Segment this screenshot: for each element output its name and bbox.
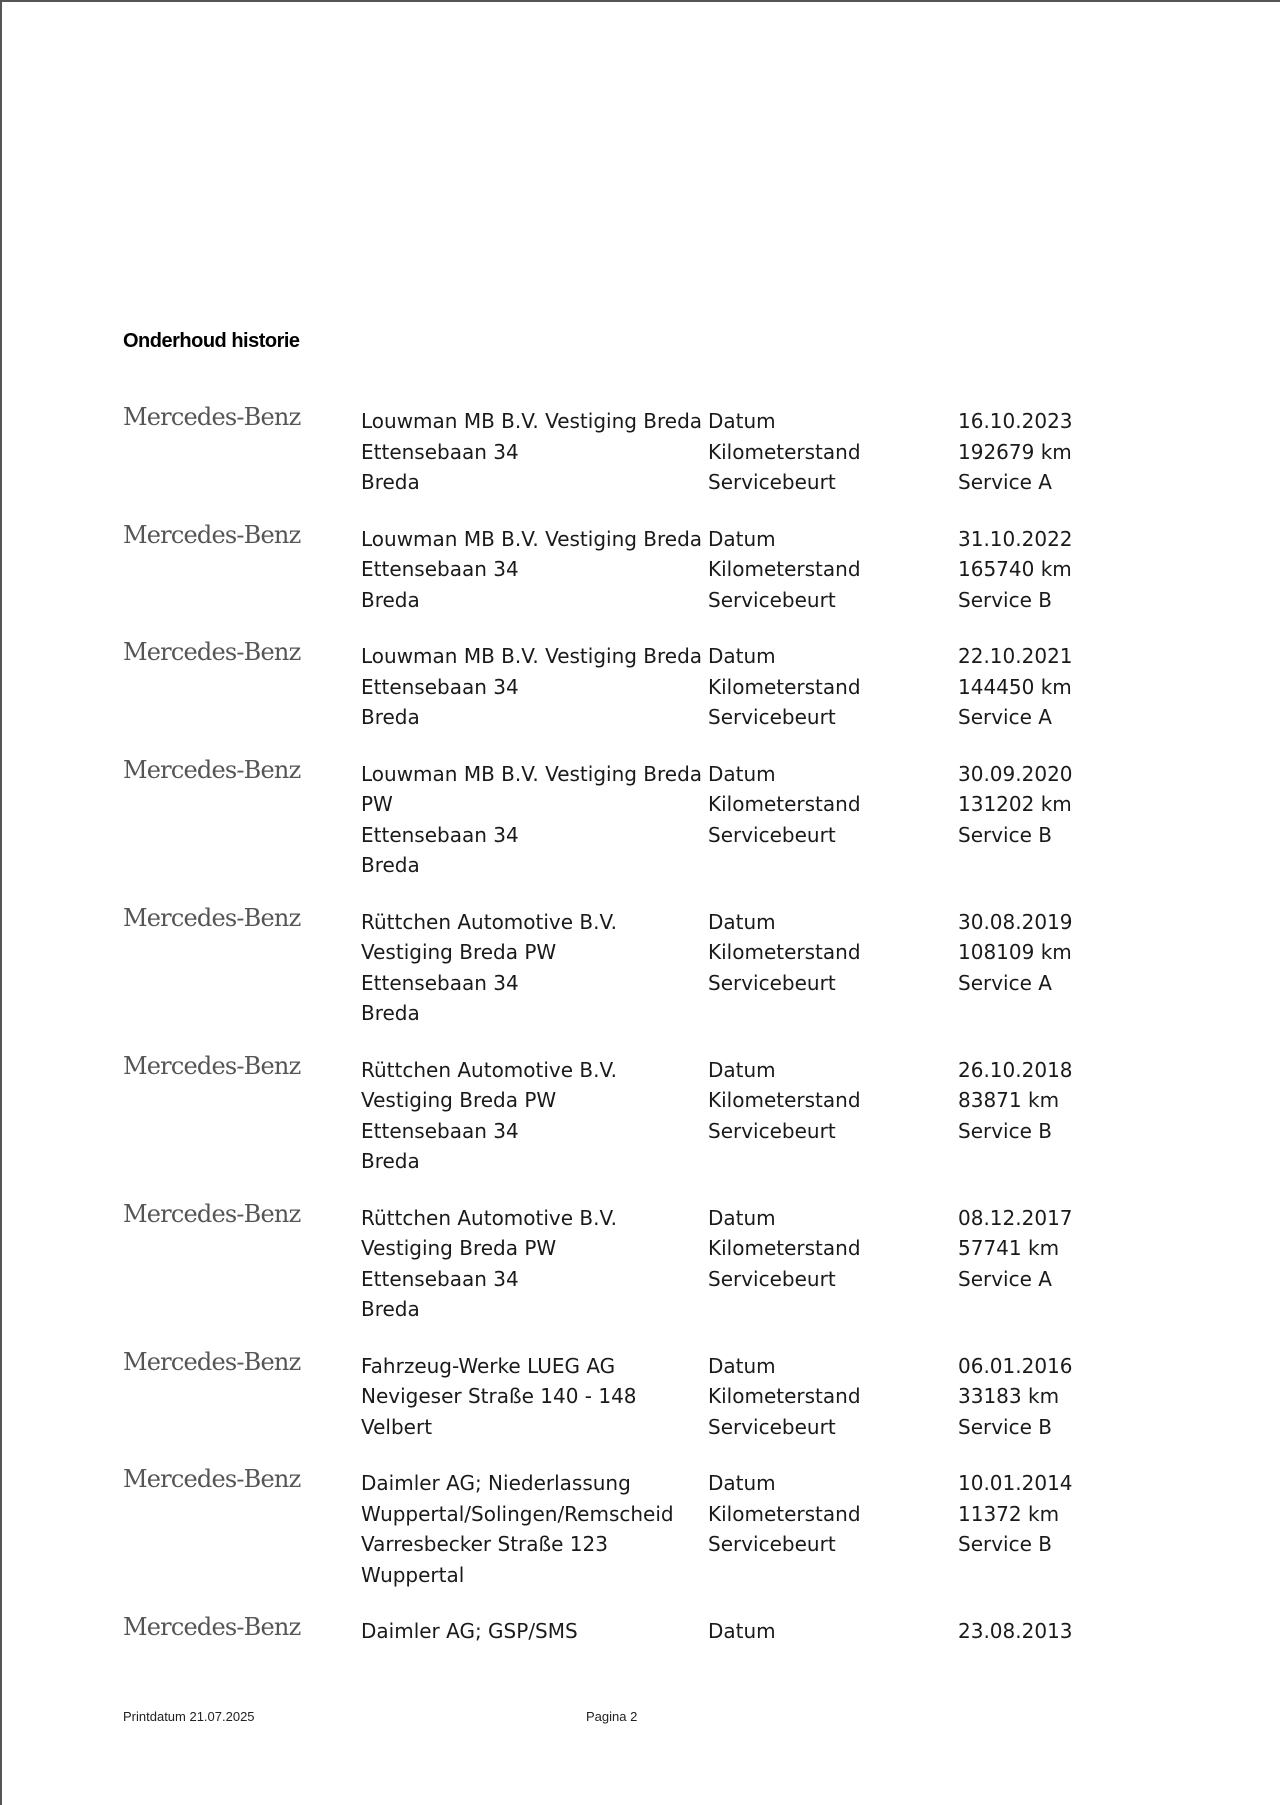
dealer-address (361, 524, 708, 616)
label-kilometerstand: Kilometerstand (708, 940, 861, 964)
brand-logo: Mercedes-Benz (123, 755, 301, 784)
dealer-line: Ettensebaan 34 (361, 674, 519, 699)
dealer-line: Breda (361, 705, 420, 729)
field-values (958, 1203, 1118, 1325)
field-values (958, 524, 1118, 616)
value-date: 22.10.2021 (958, 644, 1073, 668)
brand-logo: Mercedes-Benz (123, 520, 301, 549)
brand-logo: Mercedes-Benz (123, 1347, 301, 1376)
value-date: 26.10.2018 (958, 1057, 1073, 1082)
label-kilometerstand: Kilometerstand (708, 1384, 861, 1408)
dealer-line: Fahrzeug-Werke LUEG AG (361, 1353, 616, 1378)
brand-logo: Mercedes-Benz (123, 638, 301, 666)
dealer-line: Rüttchen Automotive B.V. (361, 909, 617, 934)
page-number: Pagina 2 (586, 1709, 638, 1724)
field-labels (708, 907, 958, 1029)
field-values (958, 1351, 1118, 1443)
label-servicebeurt: Servicebeurt (708, 1414, 836, 1439)
service-entry (123, 1051, 1123, 1177)
dealer-line: Breda (361, 470, 420, 494)
value-service: Service A (958, 1266, 1052, 1291)
dealer-line: Ettensebaan 34 (361, 557, 519, 581)
dealer-address (361, 759, 708, 881)
dealer-address (361, 1616, 708, 1647)
label-servicebeurt: Servicebeurt (708, 587, 836, 612)
value-date: 06.01.2016 (958, 1353, 1073, 1378)
dealer-address (361, 641, 708, 733)
field-values (958, 759, 1118, 881)
service-entry (123, 1347, 1123, 1443)
field-values (958, 1468, 1118, 1590)
dealer-line: Rüttchen Automotive B.V. (361, 1205, 617, 1230)
label-datum: Datum (708, 909, 776, 934)
brand-logo: Mercedes-Benz (123, 1199, 301, 1228)
service-entry (123, 755, 1123, 881)
dealer-line: PW (361, 792, 393, 816)
value-service: Service B (958, 822, 1052, 847)
dealer-line: Breda (361, 1001, 420, 1025)
field-labels (708, 1616, 958, 1647)
label-servicebeurt: Servicebeurt (708, 1266, 836, 1291)
value-service: Service B (958, 587, 1052, 612)
field-labels (708, 759, 958, 881)
dealer-line: Ettensebaan 34 (361, 1118, 519, 1143)
label-kilometerstand: Kilometerstand (708, 1088, 861, 1112)
dealer-line: Wuppertal (361, 1562, 465, 1587)
value-service: Service A (958, 705, 1052, 729)
dealer-line: Ettensebaan 34 (361, 822, 519, 847)
dealer-line: Ettensebaan 34 (361, 970, 519, 995)
value-service: Service A (958, 970, 1052, 995)
dealer-line: Breda (361, 1149, 420, 1173)
service-entry (123, 638, 1123, 733)
label-datum: Datum (708, 644, 776, 668)
dealer-line: Varresbecker Straße 123 (361, 1532, 608, 1556)
brand-logo: Mercedes-Benz (123, 1051, 301, 1080)
dealer-line: Vestiging Breda PW (361, 940, 557, 964)
service-entry (123, 1199, 1123, 1325)
value-mileage: 131202 km (958, 792, 1072, 816)
label-kilometerstand: Kilometerstand (708, 1236, 861, 1260)
dealer-address (361, 1351, 708, 1443)
dealer-address (361, 1203, 708, 1325)
value-service: Service B (958, 1414, 1052, 1439)
value-mileage: 83871 km (958, 1088, 1060, 1112)
value-mileage: 192679 km (958, 439, 1072, 464)
dealer-line: Vestiging Breda PW (361, 1236, 557, 1260)
dealer-line: Nevigeser Straße 140 - 148 (361, 1384, 637, 1408)
value-date: 10.01.2014 (958, 1471, 1073, 1495)
value-date: 08.12.2017 (958, 1205, 1073, 1230)
value-service: Service B (958, 1532, 1052, 1556)
dealer-line: Ettensebaan 34 (361, 439, 519, 464)
label-servicebeurt: Servicebeurt (708, 1118, 836, 1143)
brand-logo: Mercedes-Benz (123, 1465, 301, 1493)
brand-logo: Mercedes-Benz (123, 903, 301, 932)
service-entry (123, 1613, 1123, 1647)
value-date: 30.09.2020 (958, 761, 1073, 786)
field-values (958, 1616, 1118, 1647)
dealer-address (361, 406, 708, 498)
value-date: 31.10.2022 (958, 526, 1073, 551)
field-labels (708, 524, 958, 616)
label-kilometerstand: Kilometerstand (708, 674, 861, 699)
service-entry (123, 403, 1123, 498)
dealer-line: Wuppertal/Solingen/Remscheid (361, 1501, 674, 1526)
dealer-line: Rüttchen Automotive B.V. (361, 1057, 617, 1082)
label-servicebeurt: Servicebeurt (708, 1532, 836, 1556)
value-date: 30.08.2019 (958, 909, 1073, 934)
label-datum: Datum (708, 1205, 776, 1230)
value-date: 23.08.2013 (958, 1619, 1073, 1643)
value-mileage: 108109 km (958, 940, 1072, 964)
field-labels (708, 1351, 958, 1443)
service-entry (123, 903, 1123, 1029)
field-values (958, 406, 1118, 498)
value-date: 16.10.2023 (958, 409, 1073, 433)
label-datum: Datum (708, 1353, 776, 1378)
label-datum: Datum (708, 409, 776, 433)
field-labels (708, 1203, 958, 1325)
page-heading: Onderhoud historie (123, 330, 300, 352)
dealer-line: Breda (361, 853, 420, 877)
print-date: Printdatum 21.07.2025 (123, 1709, 255, 1724)
dealer-line: Breda (361, 1297, 420, 1321)
value-mileage: 33183 km (958, 1384, 1060, 1408)
service-history-list (123, 403, 1123, 1673)
dealer-line: Louwman MB B.V. Vestiging Breda (361, 761, 703, 786)
brand-logo: Mercedes-Benz (123, 1613, 301, 1641)
label-servicebeurt: Servicebeurt (708, 822, 836, 847)
field-labels (708, 1468, 958, 1590)
dealer-line: Velbert (361, 1414, 433, 1439)
dealer-line: Daimler AG; Niederlassung (361, 1471, 631, 1495)
value-mileage: 11372 km (958, 1501, 1060, 1526)
label-datum: Datum (708, 1057, 776, 1082)
field-values (958, 641, 1118, 733)
value-mileage: 57741 km (958, 1236, 1060, 1260)
brand-logo: Mercedes-Benz (123, 403, 301, 431)
dealer-line: Louwman MB B.V. Vestiging Breda (361, 409, 703, 433)
dealer-address (361, 1468, 708, 1590)
label-datum: Datum (708, 761, 776, 786)
value-mileage: 165740 km (958, 557, 1072, 581)
dealer-line: Vestiging Breda PW (361, 1088, 557, 1112)
service-entry (123, 520, 1123, 616)
field-values (958, 907, 1118, 1029)
dealer-line: Louwman MB B.V. Vestiging Breda (361, 644, 703, 668)
label-kilometerstand: Kilometerstand (708, 792, 861, 816)
dealer-line: Daimler AG; GSP/SMS (361, 1619, 578, 1643)
dealer-line: Louwman MB B.V. Vestiging Breda (361, 526, 703, 551)
label-servicebeurt: Servicebeurt (708, 705, 836, 729)
field-values (958, 1055, 1118, 1177)
label-kilometerstand: Kilometerstand (708, 439, 861, 464)
label-servicebeurt: Servicebeurt (708, 470, 836, 494)
value-service: Service A (958, 470, 1052, 494)
label-datum: Datum (708, 526, 776, 551)
dealer-address (361, 907, 708, 1029)
dealer-line: Breda (361, 587, 420, 612)
field-labels (708, 406, 958, 498)
label-datum: Datum (708, 1471, 776, 1495)
label-datum: Datum (708, 1619, 776, 1643)
label-kilometerstand: Kilometerstand (708, 1501, 861, 1526)
label-servicebeurt: Servicebeurt (708, 970, 836, 995)
value-mileage: 144450 km (958, 674, 1072, 699)
field-labels (708, 1055, 958, 1177)
field-labels (708, 641, 958, 733)
dealer-line: Ettensebaan 34 (361, 1266, 519, 1291)
dealer-address (361, 1055, 708, 1177)
value-service: Service B (958, 1118, 1052, 1143)
label-kilometerstand: Kilometerstand (708, 557, 861, 581)
service-entry (123, 1465, 1123, 1590)
